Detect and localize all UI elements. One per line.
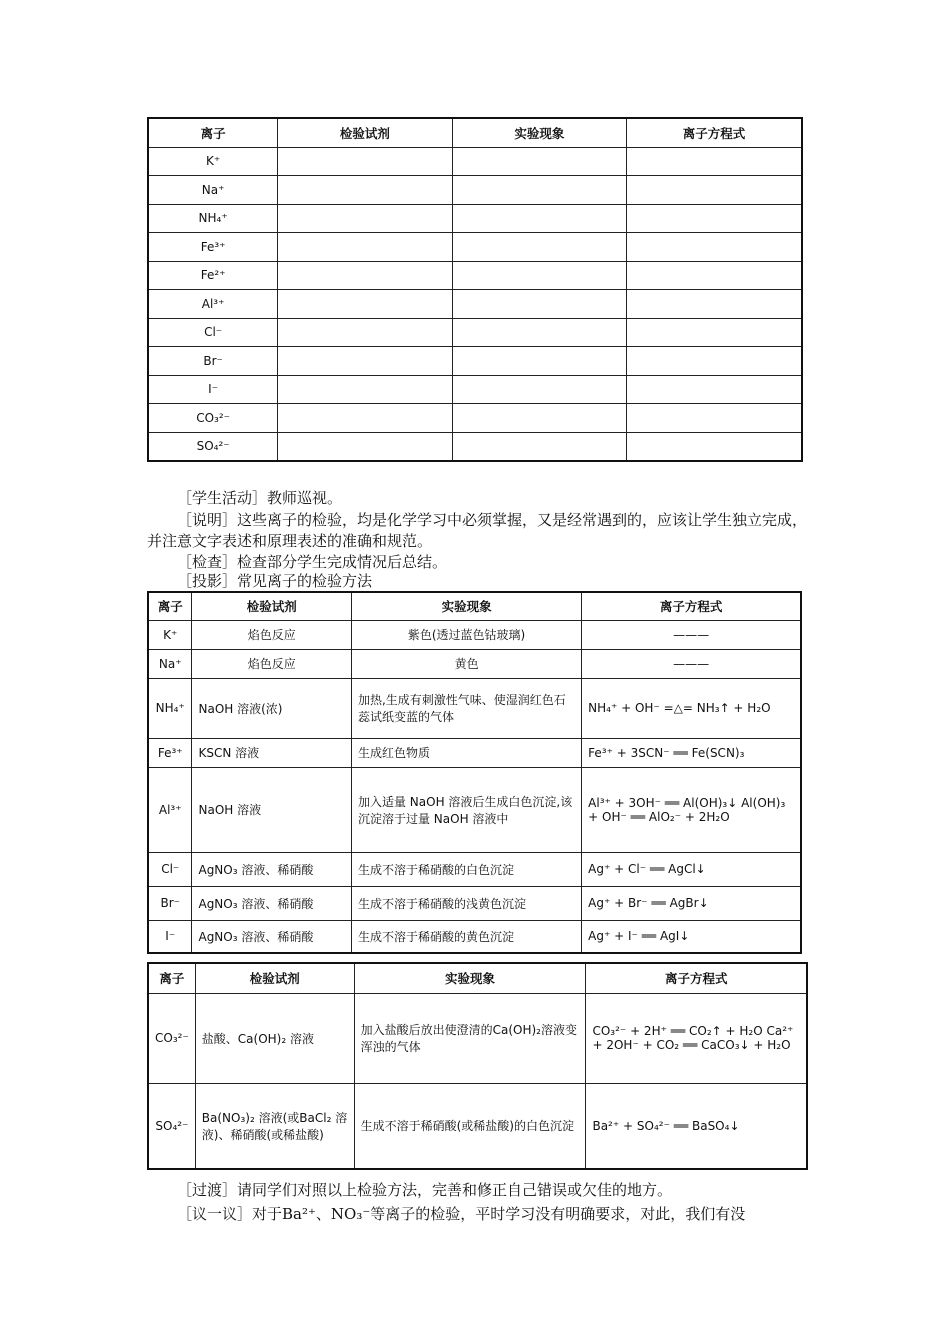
equation-cell: NH₄⁺ + OH⁻ =△= NH₃↑ + H₂O (582, 678, 801, 738)
phenomenon-cell: 生成不溶于稀硝酸的黄色沉淀 (351, 920, 581, 953)
equation-cell: Ag⁺ + Br⁻ ══ AgBr↓ (582, 886, 801, 920)
table-row (148, 261, 802, 290)
ion-cell: Cl⁻ (148, 852, 192, 886)
reagent-cell: AgNO₃ 溶液、稀硝酸 (192, 920, 352, 953)
equation-cell: Fe³⁺ + 3SCN⁻ ══ Fe(SCN)₃ (582, 738, 801, 767)
phenomenon-cell: 黄色 (351, 649, 581, 678)
paragraph-student-activity: ［学生活动］教师巡视。 (177, 489, 343, 507)
ion-cell: K⁺ (148, 620, 192, 649)
table-row (148, 738, 801, 767)
table-row (148, 993, 807, 1083)
reagent-cell: NaOH 溶液 (192, 767, 352, 852)
blank-ion-table (147, 117, 803, 462)
phenomenon-cell: 生成不溶于稀硝酸(或稀盐酸)的白色沉淀 (354, 1083, 586, 1169)
ion-cell: Fe³⁺ (148, 233, 278, 262)
reagent-cell: Ba(NO₃)₂ 溶液(或BaCl₂ 溶液)、稀硝酸(或稀盐酸) (195, 1083, 354, 1169)
ion-cell: Na⁺ (148, 649, 192, 678)
reagent-cell: KSCN 溶液 (192, 738, 352, 767)
equation-cell: Ba²⁺ + SO₄²⁻ ══ BaSO₄↓ (586, 1083, 807, 1169)
table-row (148, 649, 801, 678)
table-row (148, 318, 802, 347)
ion-cell: I⁻ (148, 920, 192, 953)
ion-cell: NH₄⁺ (148, 204, 278, 233)
equation-cell: ——— (582, 620, 801, 649)
ion-cell: CO₃²⁻ (148, 404, 278, 433)
header-reagent: 检验试剂 (195, 963, 354, 993)
header-ion: 离子 (148, 592, 192, 620)
equation-cell: Al³⁺ + 3OH⁻ ══ Al(OH)₃↓ Al(OH)₃ + OH⁻ ══ AlO₂⁻ + 2H₂O (582, 767, 801, 852)
table-row (148, 347, 802, 376)
reagent-cell: 盐酸、Ca(OH)₂ 溶液 (195, 993, 354, 1083)
ion-cell: Br⁻ (148, 886, 192, 920)
table-header-row (148, 118, 802, 147)
reagent-cell: 焰色反应 (192, 620, 352, 649)
ion-cell: Fe²⁺ (148, 261, 278, 290)
table-row (148, 920, 801, 953)
paragraph-check: ［检查］检查部分学生完成情况后总结。 (177, 553, 448, 571)
ion-test-methods-table (147, 591, 802, 954)
table-row (148, 852, 801, 886)
equation-cell: CO₃²⁻ + 2H⁺ ══ CO₂↑ + H₂O Ca²⁺ + 2OH⁻ + CO₂ ══ CaCO₃↓ + H₂O (586, 993, 807, 1083)
reagent-cell: AgNO₃ 溶液、稀硝酸 (192, 886, 352, 920)
table-row (148, 147, 802, 176)
reagent-cell: AgNO₃ 溶液、稀硝酸 (192, 852, 352, 886)
header-equation: 离子方程式 (582, 592, 801, 620)
table-row (148, 767, 801, 852)
phenomenon-cell: 紫色(透过蓝色钴玻璃) (351, 620, 581, 649)
table-row (148, 375, 802, 404)
phenomenon-cell: 加入适量 NaOH 溶液后生成白色沉淀,该沉淀溶于过量 NaOH 溶液中 (351, 767, 581, 852)
paragraph-explanation: ［说明］这些离子的检验，均是化学学习中必须掌握，又是经常遇到的，应该让学生独立完成，并注意文字表述和原理表述的准确和规范。 (147, 511, 808, 550)
table-row (148, 1083, 807, 1169)
phenomenon-cell: 加入盐酸后放出使澄清的Ca(OH)₂溶液变浑浊的气体 (354, 993, 586, 1083)
header-phenomenon: 实验现象 (351, 592, 581, 620)
table-header-row (148, 963, 807, 993)
header-ion: 离子 (148, 963, 195, 993)
ion-cell: SO₄²⁻ (148, 1083, 195, 1169)
phenomenon-cell: 生成不溶于稀硝酸的浅黄色沉淀 (351, 886, 581, 920)
ion-cell: I⁻ (148, 375, 278, 404)
table-row (148, 678, 801, 738)
ion-cell: CO₃²⁻ (148, 993, 195, 1083)
equation-cell: Ag⁺ + Cl⁻ ══ AgCl↓ (582, 852, 801, 886)
ion-cell: Br⁻ (148, 347, 278, 376)
ion-cell: Cl⁻ (148, 318, 278, 347)
table-row (148, 620, 801, 649)
ion-cell: SO₄²⁻ (148, 432, 278, 461)
header-equation: 离子方程式 (627, 118, 802, 147)
header-reagent: 检验试剂 (278, 118, 452, 147)
paragraph-projection: ［投影］常见离子的检验方法 (177, 572, 373, 590)
table-row (148, 176, 802, 205)
ion-cell: Na⁺ (148, 176, 278, 205)
table-row (148, 404, 802, 433)
phenomenon-cell: 生成红色物质 (351, 738, 581, 767)
phenomenon-cell: 生成不溶于稀硝酸的白色沉淀 (351, 852, 581, 886)
reagent-cell: 焰色反应 (192, 649, 352, 678)
ion-cell: Al³⁺ (148, 767, 192, 852)
ion-cell: Fe³⁺ (148, 738, 192, 767)
table-row (148, 886, 801, 920)
header-phenomenon: 实验现象 (452, 118, 626, 147)
paragraph-discussion: ［议一议］对于Ba²⁺、NO₃⁻等离子的检验，平时学习没有明确要求，对此，我们有没 (177, 1205, 746, 1223)
table-row (148, 290, 802, 319)
ion-cell: NH₄⁺ (148, 678, 192, 738)
table-row (148, 233, 802, 262)
reagent-cell: NaOH 溶液(浓) (192, 678, 352, 738)
paragraph-transition: ［过渡］请同学们对照以上检验方法，完善和修正自己错误或欠佳的地方。 (177, 1181, 673, 1199)
equation-cell: ——— (582, 649, 801, 678)
table-row (148, 432, 802, 461)
anion-test-methods-table (147, 962, 808, 1170)
header-equation: 离子方程式 (586, 963, 807, 993)
header-reagent: 检验试剂 (192, 592, 352, 620)
header-phenomenon: 实验现象 (354, 963, 586, 993)
table-header-row (148, 592, 801, 620)
header-ion: 离子 (148, 118, 278, 147)
equation-cell: Ag⁺ + I⁻ ══ AgI↓ (582, 920, 801, 953)
phenomenon-cell: 加热,生成有刺激性气味、使湿润红色石蕊试纸变蓝的气体 (351, 678, 581, 738)
ion-cell: K⁺ (148, 147, 278, 176)
ion-cell: Al³⁺ (148, 290, 278, 319)
table-row (148, 204, 802, 233)
